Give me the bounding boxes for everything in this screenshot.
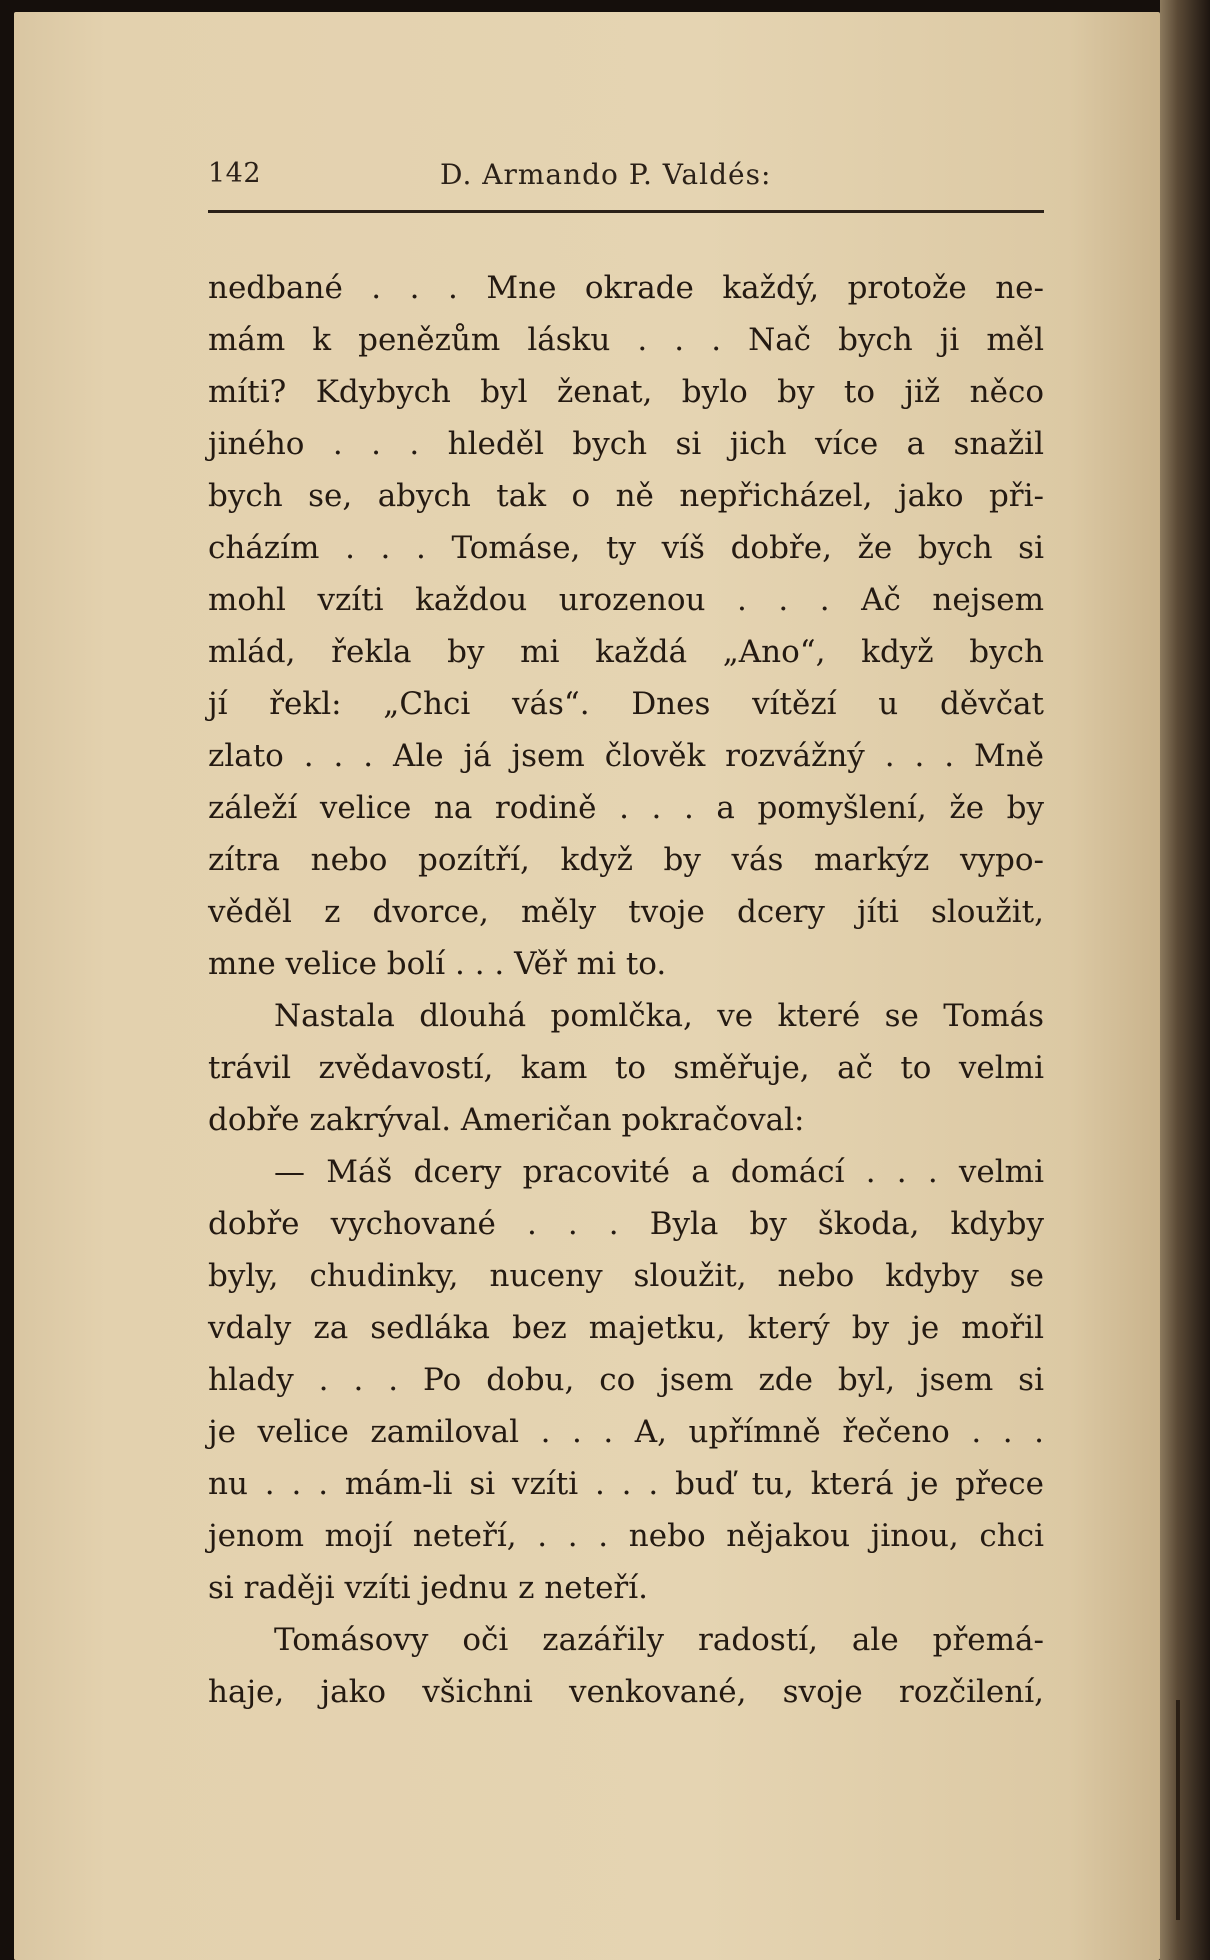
- text-line: nu . . . mám-li si vzíti . . . buď tu, která je přece: [208, 1466, 1044, 1502]
- paragraph-first-line: Nastala dlouhá pomlčka, ve které se Tomás: [274, 998, 1044, 1034]
- text-line: byly, chudinky, nuceny sloužit, nebo kdyby se: [208, 1258, 1044, 1294]
- text-line: hlady . . . Po dobu, co jsem zde byl, jsem si: [208, 1362, 1044, 1398]
- binding-mark: [1176, 1700, 1180, 1920]
- text-line: cházím . . . Tomáse, ty víš dobře, že bych si: [208, 530, 1044, 566]
- page-header: [208, 158, 1044, 198]
- text-line: jí řekl: „Chci vás“. Dnes vítězí u děvčat: [208, 686, 1044, 722]
- text-line: vdaly za sedláka bez majetku, který by je mořil: [208, 1310, 1044, 1346]
- text-line: zítra nebo pozítří, když by vás markýz vypo-: [208, 842, 1044, 878]
- body-text: [208, 262, 1044, 1718]
- text-line: míti? Kdybych byl ženat, bylo by to již něco: [208, 374, 1044, 410]
- text-line: nedbané . . . Mne okrade každý, protože ne-: [208, 270, 1044, 306]
- text-line: haje, jako všichni venkované, svoje rozčilení,: [208, 1674, 1044, 1710]
- paragraph-last-line: si raději vzíti jednu z neteří.: [208, 1570, 649, 1606]
- text-line: jiného . . . hleděl bych si jich více a snažil: [208, 426, 1044, 462]
- page-number: 142: [208, 158, 262, 189]
- text-line: mám k penězům lásku . . . Nač bych ji měl: [208, 322, 1044, 358]
- paragraph-last-line: mne velice bolí . . . Věř mi to.: [208, 946, 667, 982]
- paragraph-first-line: Tomásovy oči zazářily radostí, ale přemá-: [274, 1622, 1044, 1658]
- text-line: věděl z dvorce, měly tvoje dcery jíti sloužit,: [208, 894, 1044, 930]
- text-line: dobře vychované . . . Byla by škoda, kdyby: [208, 1206, 1044, 1242]
- text-line: mlád, řekla by mi každá „Ano“, když bych: [208, 634, 1044, 670]
- text-line: mohl vzíti každou urozenou . . . Ač nejsem: [208, 582, 1044, 618]
- paragraph-last-line: dobře zakrýval. Američan pokračoval:: [208, 1102, 805, 1138]
- text-line: bych se, abych tak o ně nepřicházel, jako při-: [208, 478, 1044, 514]
- running-title: D. Armando P. Valdés:: [440, 158, 772, 191]
- text-line: zlato . . . Ale já jsem člověk rozvážný . . . Mně: [208, 738, 1044, 774]
- book-gutter: [1160, 0, 1210, 1960]
- header-rule: [208, 210, 1044, 213]
- text-line: trávil zvědavostí, kam to směřuje, ač to velmi: [208, 1050, 1044, 1086]
- text-line: je velice zamiloval . . . A, upřímně řečeno . . .: [208, 1414, 1044, 1450]
- dialogue-line: — Máš dcery pracovité a domácí . . . velmi: [274, 1154, 1044, 1190]
- text-line: záleží velice na rodině . . . a pomyšlení, že by: [208, 790, 1044, 826]
- text-line: jenom mojí neteří, . . . nebo nějakou jinou, chci: [208, 1518, 1044, 1554]
